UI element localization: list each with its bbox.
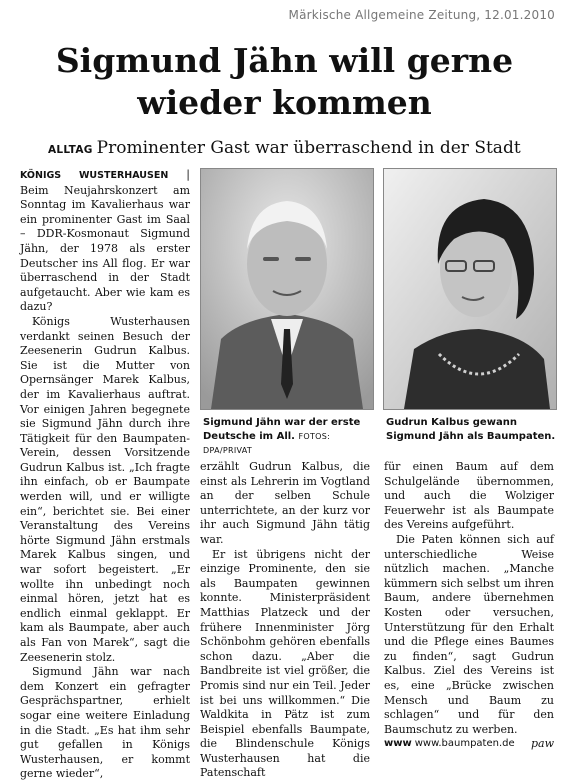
paragraph-text: | Beim Neujahrskonzert am Sonntag im Kavalierhaus war ein prominenter Gast im Saal – DDR-Kosmonaut Sigmund Jähn, der 1978 als erster Deutscher ins All flog. Er war überraschend in der Stadt aufgetaucht. Aber wie kam es dazu? [20,168,190,314]
source-line: Märkische Allgemeine Zeitung, 12.01.2010 [288,8,555,22]
subheadline [48,138,548,158]
photo-credit: FOTOS: DPA/PRIVAT [203,432,331,455]
web-label: www [384,738,412,749]
article-column-1 [20,168,190,782]
headline-line-2: wieder kommen [137,83,432,122]
article-column-3 [384,460,554,752]
paragraph: Königs Wusterhausen verdankt seinen Besuch der Zeesenerin Gudrun Kalbus. Sie ist die Mutter von Opernsänger Marek Kalbus, der im Kavalierhaus auftrat. Vor einigen Jahren begegnete sie Sigmund Jähn durch ihre Tätigkeit für den Baumpaten-Verein, dessen Vorsitzende Gudrun Kalbus ist. „Ich fragte ihn einfach, ob er Baumpate werden will, und er willigte ein“, berichtet sie. Bei einer Veranstaltung des Vereins hörte Sigmund Jähn erstmals Marek Kalbus singen, und war sofort begeistert. „Er wollte ihn unbedingt noch einmal hören, jetzt hat es endlich einmal geklappt. Er kam als Baumpate, aber auch als Fan von Marek“, sagt die Zeesenerin stolz. [20,314,190,664]
web-url: www.baumpaten.de [414,738,515,749]
subheadline-text: Prominenter Gast war überraschend in der Stadt [96,138,521,158]
caption-text: Gudrun Kalbus gewann Sigmund Jähn als Baumpaten. [386,417,556,442]
kicker: ALLTAG [48,144,93,156]
photo-sigmund-jaehn [200,168,374,410]
portrait-woman-illustration [384,169,556,409]
photo-gudrun-kalbus [383,168,557,410]
author-initials: paw [530,737,554,751]
caption-text: Sigmund Jähn war der erste Deutsche im All. [203,417,361,442]
paragraph: Sigmund Jähn war nach dem Konzert ein gefragter Gesprächspartner, erhielt sogar eine weitere Einladung in die Stadt. „Es hat ihm sehr gut gefallen in Königs Wusterhausen, er kommt gerne wieder“, [20,665,190,781]
dateline: KÖNIGS WUSTERHAUSEN [20,170,169,181]
web-link[interactable] [384,738,515,749]
caption-photo-2 [386,416,556,444]
headline [0,40,569,124]
portrait-man-illustration [201,169,373,409]
headline-line-1: Sigmund Jähn will gerne [55,41,514,80]
paragraph [20,168,190,315]
article-column-2 [200,460,370,781]
paragraph: Die Paten können sich auf unterschiedliche Weise nützlich machen. „Manche kümmern sich selbst um ihren Baum, andere übernehmen Kosten oder versuchen, Unterstützung für den Erhalt und die Pflege eines Baumes zu finden“, sagt Gudrun Kalbus. Ziel des Vereins ist es, eine „Brücke zwischen Mensch und Baum zu schlagen“ und für den Baumschutz zu werben. [384,532,554,736]
caption-photo-1 [203,416,373,458]
paragraph: erzählt Gudrun Kalbus, die einst als Lehrerin im Vogtland an der selben Schule unterrichtete, an der kurz vor ihr auch Sigmund Jähn tätig war. [200,460,370,546]
paragraph: für einen Baum auf dem Schulgelände übernommen, und auch die Wolziger Feuerwehr ist als Baumpate des Vereins aufgeführt. [384,460,554,532]
paragraph: Er ist übrigens nicht der einzige Prominente, den sie als Baumpaten gewinnen konnte. Ministerpräsident Matthias Platzeck und der frühere Innenminister Jörg Schönbohm gehören ebenfalls schon dazu. „Aber die Bandbreite ist viel größer, die Promis sind nur ein Teil. Jeder ist bei uns willkommen.“ Die Waldkita in Pätz ist zum Beispiel ebenfalls Baumpate, die Blindenschule Königs Wusterhausen hat die Patenschaft [200,547,370,780]
